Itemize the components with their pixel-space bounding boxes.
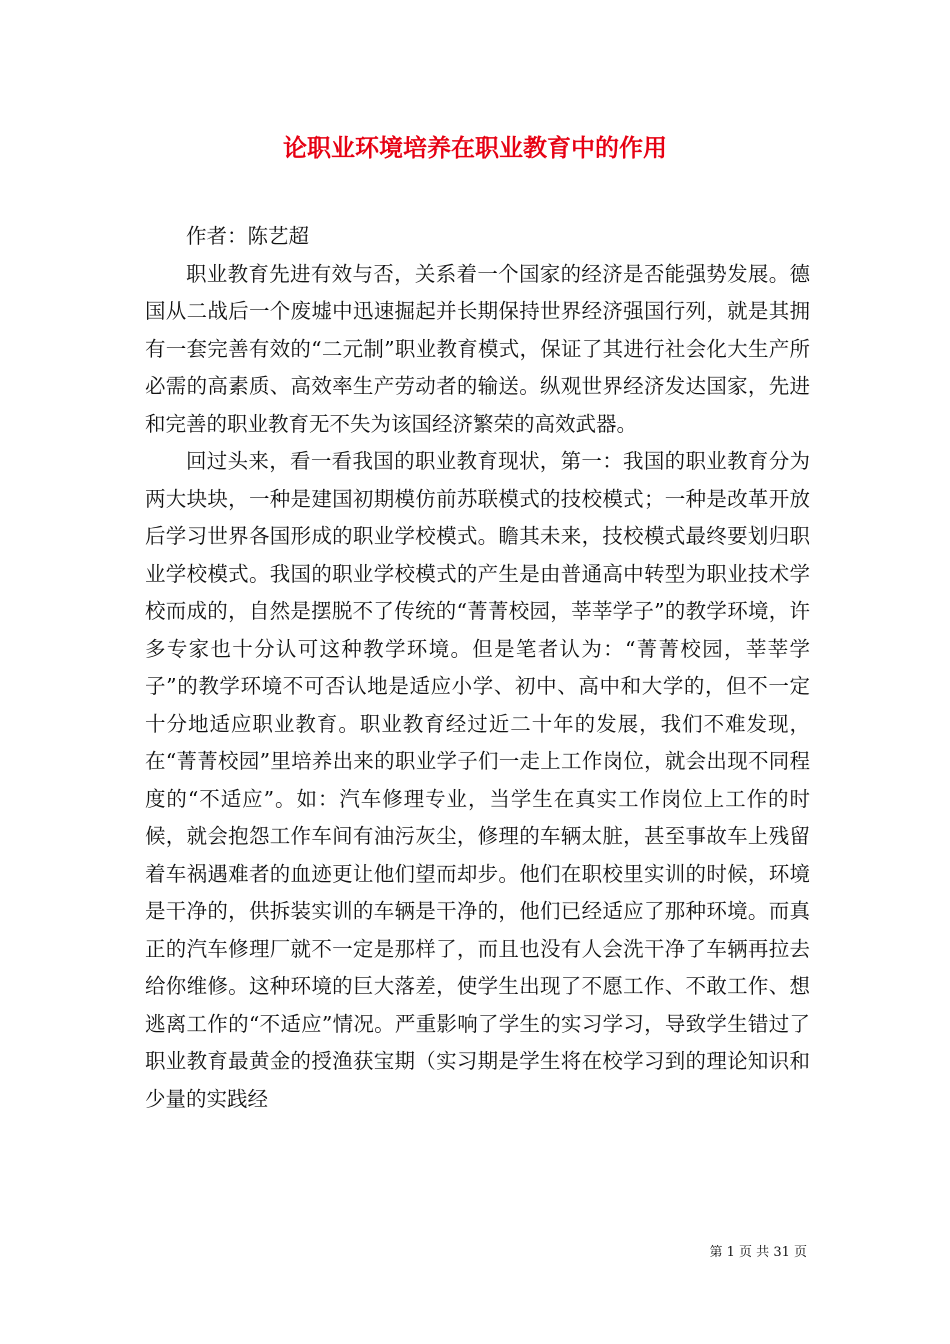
author-line: 作者：陈艺超 xyxy=(186,224,309,248)
document-body xyxy=(145,218,810,1118)
paragraph-1: 职业教育先进有效与否，关系着一个国家的经济是否能强势发展。德国从二战后一个废墟中迅速掘起并长期保持世界经济强国行列，就是其拥有一套完善有效的“二元制”职业教育模式，保证了其进行社会化大生产所必需的高素质、高效率生产劳动者的输送。纵观世界经济发达国家，先进和完善的职业教育无不失为该国经济繁荣的高效武器。 xyxy=(145,261,810,436)
page-number-footer: 第 1 页 共 31 页 xyxy=(709,1245,807,1260)
paragraph-2: 回过头来，看一看我国的职业教育现状，第一：我国的职业教育分为两大块块，一种是建国初期模仿前苏联模式的技校模式；一种是改革开放后学习世界各国形成的职业学校模式。瞻其未来，技校模式最终要划归职业学校模式。我国的职业学校模式的产生是由普通高中转型为职业技术学校而成的，自然是摆脱不了传统的“菁菁校园，莘莘学子”的教学环境，许多专家也十分认可这种教学环境。但是笔者认为：“菁菁校园，莘莘学子”的教学环境不可否认地是适应小学、初中、高中和大学的，但不一定十分地适应职业教育。职业教育经过近二十年的发展，我们不难发现，在“菁菁校园”里培养出来的职业学子们一走上工作岗位，就会出现不同程度的“不适应”。如：汽车修理专业，当学生在真实工作岗位上工作的时候，就会抱怨工作车间有油污灰尘，修理的车辆太脏，甚至事故车上残留着车祸遇难者的血迹更让他们望而却步。他们在职校里实训的时候，环境是干净的，供拆装实训的车辆是干净的，他们已经适应了那种环境。而真正的汽车修理厂就不一定是那样了，而且也没有人会洗干净了车辆再拉去给你维修。这种环境的巨大落差，使学生出现了不愿工作、不敢工作、想逃离工作的“不适应”情况。严重影响了学生的实习学习，导致学生错过了职业教育最黄金的授渔获宝期（实习期是学生将在校学习到的理论知识和少量的实践经 xyxy=(145,449,810,1111)
document-title: 论职业环境培养在职业教育中的作用 xyxy=(283,133,667,162)
